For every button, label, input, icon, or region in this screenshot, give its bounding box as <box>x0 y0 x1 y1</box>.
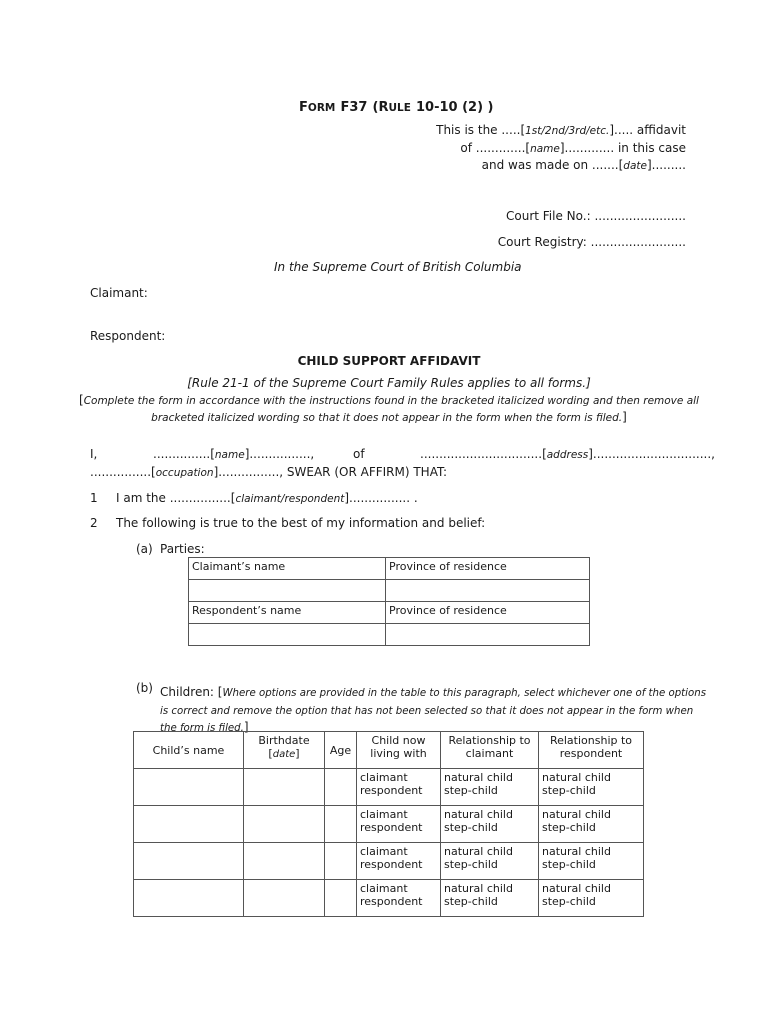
document-title: CHILD SUPPORT AFFIDAVIT <box>297 354 481 368</box>
rule-word-initial: R <box>378 100 389 115</box>
respondent-name-cell[interactable] <box>189 624 386 646</box>
living-with-cell[interactable]: claimant respondent <box>357 843 441 880</box>
birthdate-cell[interactable] <box>244 769 325 806</box>
claimant-province-cell[interactable] <box>386 580 590 602</box>
oath-name: ...............[name]................, <box>153 447 315 461</box>
item-2-number: 2 <box>90 516 98 530</box>
birthdate-cell[interactable] <box>244 880 325 917</box>
parties-table <box>188 557 590 646</box>
age-cell[interactable] <box>325 769 357 806</box>
relationship-respondent-cell[interactable]: natural child step-child <box>539 769 644 806</box>
children-table <box>133 731 644 917</box>
relationship-respondent-cell[interactable]: natural child step-child <box>539 843 644 880</box>
relationship-claimant-cell[interactable]: natural child step-child <box>441 843 539 880</box>
child-name-cell[interactable] <box>134 843 244 880</box>
item-b-line-1: Children: [Where options are provided in the table to this paragraph, select whichever one of the options <box>160 685 707 699</box>
affidavit-date-line: and was made on .......[date]......... <box>481 158 686 172</box>
court-file-number: Court File No.: ........................ <box>506 209 686 223</box>
item-b-line-3: the form is filed.] <box>160 720 249 734</box>
claimant-name-header: Claimant’s name <box>189 558 386 580</box>
form-heading <box>299 96 493 115</box>
item-a-text: Parties: <box>160 542 205 556</box>
birthdate-cell[interactable] <box>244 843 325 880</box>
oath-occupation: ................[occupation]................, SWEAR (OR AFFIRM) THAT: <box>90 465 448 479</box>
item-1-number: 1 <box>90 491 98 505</box>
affidavit-ordinal-line: This is the .....[1st/2nd/3rd/etc.]..... affidavit <box>436 123 686 137</box>
relationship-claimant-cell[interactable]: natural child step-child <box>441 806 539 843</box>
table-row <box>134 806 644 843</box>
item-b-label: (b) <box>136 681 153 695</box>
oath-address: ................................[address]..............................., <box>420 447 715 461</box>
birthdate-header: Birthdate [date] <box>244 732 325 769</box>
instructions-line-1: [Complete the form in accordance with the instructions found in the bracketed italicized wording and then remove all <box>79 393 699 407</box>
living-with-cell[interactable]: claimant respondent <box>357 806 441 843</box>
respondent-label: Respondent: <box>90 329 166 343</box>
oath-of: of <box>353 447 365 461</box>
claimant-province-header: Province of residence <box>386 558 590 580</box>
claimant-label: Claimant: <box>90 286 148 300</box>
child-name-cell[interactable] <box>134 880 244 917</box>
form-number: F37 <box>340 100 368 115</box>
form-word-rest: ORM <box>307 102 336 114</box>
birthdate-cell[interactable] <box>244 806 325 843</box>
table-row <box>134 769 644 806</box>
item-b-line-2: is correct and remove the option that has not been selected so that it does not appear in the form when <box>160 706 694 717</box>
child-name-cell[interactable] <box>134 806 244 843</box>
living-with-header: Child now living with <box>357 732 441 769</box>
relationship-claimant-cell[interactable]: natural child step-child <box>441 769 539 806</box>
relationship-respondent-cell[interactable]: natural child step-child <box>539 806 644 843</box>
living-with-cell[interactable]: claimant respondent <box>357 880 441 917</box>
item-2-text: The following is true to the best of my information and belief: <box>116 516 486 530</box>
court-registry: Court Registry: ......................... <box>497 235 686 249</box>
respondent-province-cell[interactable] <box>386 624 590 646</box>
respondent-province-header: Province of residence <box>386 602 590 624</box>
relationship-respondent-cell[interactable]: natural child step-child <box>539 880 644 917</box>
claimant-name-cell[interactable] <box>189 580 386 602</box>
child-name-cell[interactable] <box>134 769 244 806</box>
age-cell[interactable] <box>325 806 357 843</box>
age-cell[interactable] <box>325 880 357 917</box>
item-a-label: (a) <box>136 542 153 556</box>
child-name-header: Child’s name <box>134 732 244 769</box>
relationship-claimant-cell[interactable]: natural child step-child <box>441 880 539 917</box>
living-with-cell[interactable]: claimant respondent <box>357 769 441 806</box>
table-row <box>134 843 644 880</box>
rule-note: [Rule 21-1 of the Supreme Court Family Rules applies to all forms.] <box>187 376 591 390</box>
respondent-name-header: Respondent’s name <box>189 602 386 624</box>
court-name: In the Supreme Court of British Columbia <box>274 260 522 274</box>
rule-open: ( <box>372 100 379 115</box>
affidavit-name-line: of .............[name]............. in this case <box>460 141 686 155</box>
rule-word-rest: ULE <box>388 102 411 114</box>
form-word-initial: F <box>299 100 308 115</box>
rule-number: 10-10 (2) ) <box>415 100 494 115</box>
age-header: Age <box>325 732 357 769</box>
item-1-text: I am the ................[claimant/respondent]................ . <box>116 491 418 505</box>
oath-i: I, <box>90 447 98 461</box>
relationship-claimant-header: Relationship to claimant <box>441 732 539 769</box>
relationship-respondent-header: Relationship to respondent <box>539 732 644 769</box>
table-row <box>134 880 644 917</box>
age-cell[interactable] <box>325 843 357 880</box>
instructions-line-2: bracketed italicized wording so that it does not appear in the form when the form is filed.] <box>151 410 627 424</box>
